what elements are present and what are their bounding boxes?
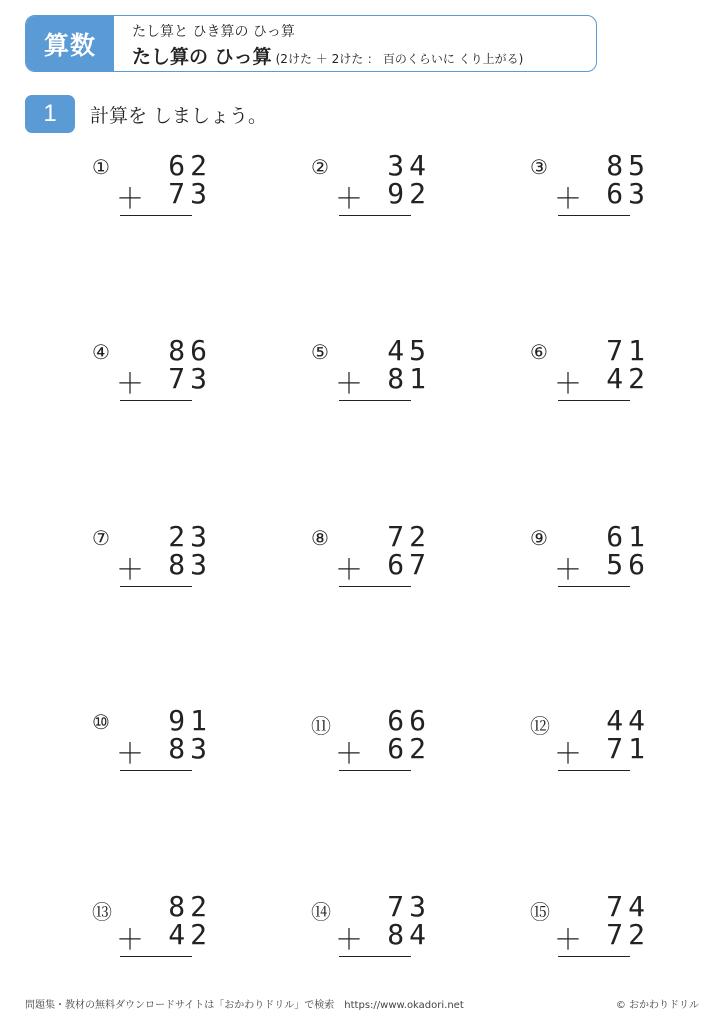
problem-2 (311, 149, 431, 223)
worksheet-title-note: (2けた ＋ 2けた ： 百のくらいに くり上がる) (275, 52, 524, 66)
plus-sign: ＋ (335, 923, 364, 956)
problem-14 (311, 890, 431, 964)
addend-bottom: 73 (168, 362, 212, 395)
plus-sign: ＋ (116, 923, 145, 956)
problem-10 (92, 704, 212, 778)
problem-6 (530, 334, 650, 408)
plus-sign: ＋ (554, 182, 583, 215)
answer-line (558, 586, 630, 587)
plus-sign: ＋ (116, 367, 145, 400)
addend-top: 44 (606, 704, 650, 737)
problem-number: ⑦ (92, 526, 110, 550)
addend-bottom: 63 (606, 177, 650, 210)
answer-line (339, 215, 411, 216)
addend-top: 45 (387, 334, 431, 367)
answer-line (120, 215, 192, 216)
addend-top: 66 (387, 704, 431, 737)
problem-4 (92, 334, 212, 408)
problem-11 (311, 704, 431, 778)
addend-bottom: 67 (387, 548, 431, 581)
problem-7 (92, 520, 212, 594)
problem-1 (92, 149, 212, 223)
addend-bottom: 71 (606, 732, 650, 765)
problem-13 (92, 890, 212, 964)
problem-number: ⑪ (311, 714, 331, 738)
problem-number: ③ (530, 155, 548, 179)
problem-3 (530, 149, 650, 223)
plus-sign: ＋ (335, 553, 364, 586)
addend-bottom: 84 (387, 918, 431, 951)
problem-15 (530, 890, 650, 964)
addend-top: 74 (606, 890, 650, 923)
problem-number: ⑩ (92, 710, 110, 734)
answer-line (120, 400, 192, 401)
problem-number: ⑬ (92, 900, 112, 924)
addend-top: 82 (168, 890, 212, 923)
worksheet-title-text: たし算の ひっ算 (132, 46, 272, 68)
addend-top: 23 (168, 520, 212, 553)
problem-number: ⑤ (311, 340, 329, 364)
problem-number: ① (92, 155, 110, 179)
worksheet-title (132, 42, 523, 69)
addend-bottom: 72 (606, 918, 650, 951)
plus-sign: ＋ (554, 367, 583, 400)
category-title: たし算と ひき算の ひっ算 (132, 24, 295, 40)
instruction-text: 計算を しましょう。 (90, 105, 268, 127)
addend-bottom: 81 (387, 362, 431, 395)
addend-bottom: 42 (168, 918, 212, 951)
problem-12 (530, 704, 650, 778)
answer-line (558, 400, 630, 401)
problem-number: ④ (92, 340, 110, 364)
answer-line (558, 770, 630, 771)
subject-badge: 算数 (26, 16, 114, 71)
answer-line (120, 770, 192, 771)
footer-copyright: © おかわりドリル (615, 1000, 699, 1011)
plus-sign: ＋ (335, 737, 364, 770)
addend-bottom: 92 (387, 177, 431, 210)
plus-sign: ＋ (335, 367, 364, 400)
problem-number: ⑥ (530, 340, 548, 364)
problem-number: ⑭ (311, 900, 331, 924)
addend-top: 71 (606, 334, 650, 367)
addend-top: 61 (606, 520, 650, 553)
problem-8 (311, 520, 431, 594)
problem-number: ⑫ (530, 714, 550, 738)
plus-sign: ＋ (116, 553, 145, 586)
worksheet-header (25, 15, 597, 72)
answer-line (339, 770, 411, 771)
addend-top: 91 (168, 704, 212, 737)
answer-line (120, 956, 192, 957)
addend-top: 73 (387, 890, 431, 923)
addend-top: 34 (387, 149, 431, 182)
addend-top: 85 (606, 149, 650, 182)
answer-line (339, 956, 411, 957)
problem-number: ② (311, 155, 329, 179)
plus-sign: ＋ (554, 553, 583, 586)
problem-5 (311, 334, 431, 408)
answer-line (120, 586, 192, 587)
plus-sign: ＋ (116, 182, 145, 215)
answer-line (558, 215, 630, 216)
answer-line (558, 956, 630, 957)
addend-bottom: 83 (168, 548, 212, 581)
addend-bottom: 73 (168, 177, 212, 210)
plus-sign: ＋ (554, 737, 583, 770)
addend-top: 62 (168, 149, 212, 182)
addend-top: 86 (168, 334, 212, 367)
footer-site-text: 問題集・教材の無料ダウンロードサイトは「おかわりドリル」で検索 https://www.okadori.net (25, 1000, 464, 1011)
plus-sign: ＋ (335, 182, 364, 215)
problem-9 (530, 520, 650, 594)
addend-bottom: 83 (168, 732, 212, 765)
answer-line (339, 400, 411, 401)
problem-number: ⑧ (311, 526, 329, 550)
addend-bottom: 62 (387, 732, 431, 765)
problem-number: ⑨ (530, 526, 548, 550)
problem-number: ⑮ (530, 900, 550, 924)
answer-line (339, 586, 411, 587)
section-number-badge: 1 (25, 95, 75, 133)
addend-bottom: 42 (606, 362, 650, 395)
plus-sign: ＋ (554, 923, 583, 956)
addend-bottom: 56 (606, 548, 650, 581)
addend-top: 72 (387, 520, 431, 553)
plus-sign: ＋ (116, 737, 145, 770)
